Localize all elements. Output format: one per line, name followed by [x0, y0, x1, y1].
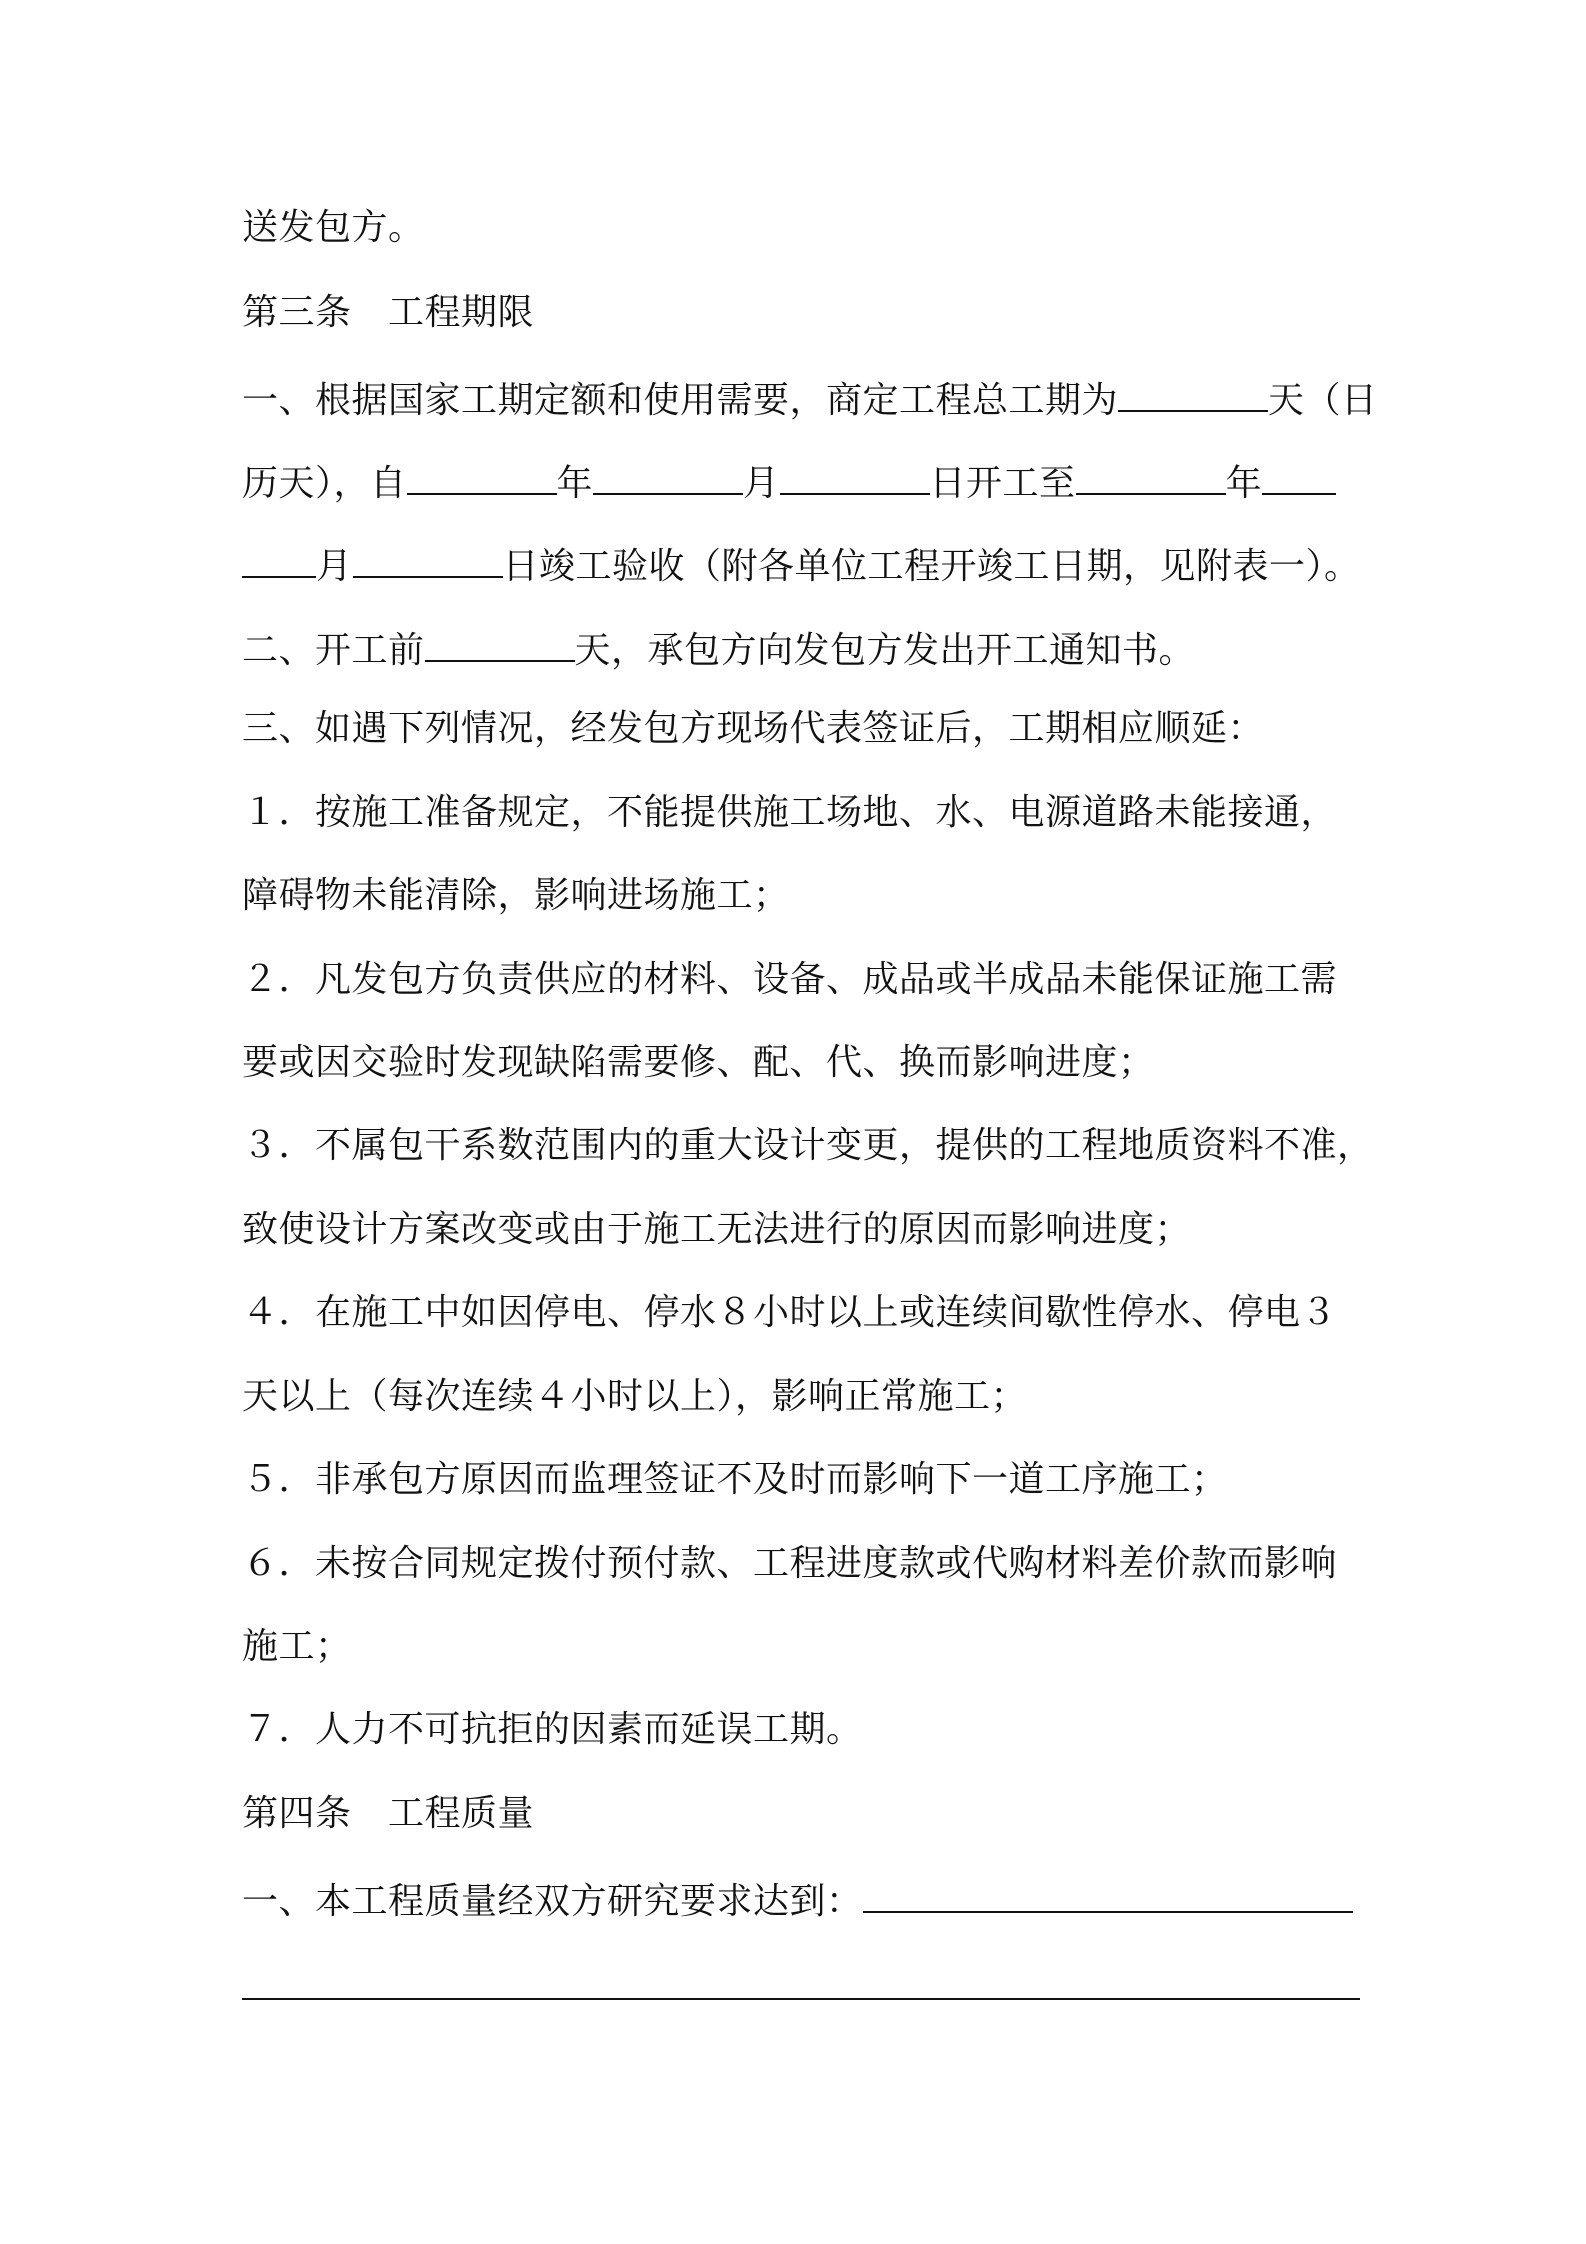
text: 天以上（每次连续４小时以上），影响正常施工； [242, 1376, 1028, 1417]
fill-in-blank[interactable] [1076, 455, 1226, 495]
text: 施工； [242, 1626, 352, 1667]
text: 月 [743, 463, 780, 504]
fill-in-blank[interactable] [1118, 372, 1268, 412]
section-heading [242, 289, 1362, 337]
text: ３．不属包干系数范围内的重大设计变更，提供的工程地质资料不准， [242, 1125, 1374, 1166]
list-item [242, 1456, 1362, 1504]
text-line [242, 372, 1378, 421]
fill-in-blank-line[interactable] [242, 1998, 1360, 2000]
text-line [242, 1873, 1362, 1921]
text: 年 [556, 463, 594, 504]
list-item [242, 956, 1362, 1004]
text: 年 [1225, 463, 1263, 504]
text: ７．人力不可抗拒的因素而延误工期。 [242, 1709, 863, 1750]
text: 致使设计方案改变或由于施工无法进行的原因而影响进度； [242, 1209, 1192, 1250]
text: ５．非承包方原因而监理签证不及时而影响下一道工序施工； [242, 1459, 1228, 1500]
text-line [242, 455, 1362, 503]
text: 送发包方。 [242, 207, 425, 248]
text: 月 [316, 546, 353, 587]
text: 三、如遇下列情况，经发包方现场代表签证后，工期相应顺延： [242, 708, 1265, 749]
text-line [242, 872, 1362, 920]
fill-in-blank[interactable] [353, 538, 503, 578]
text: １．按施工准备规定，不能提供施工场地、水、电源道路未能接通， [242, 792, 1338, 833]
list-item [242, 1122, 1374, 1170]
list-item [242, 1540, 1362, 1588]
text-line [242, 1039, 1362, 1087]
text: 二、开工前 [242, 630, 425, 671]
fill-in-blank[interactable] [863, 1873, 1353, 1913]
text-line [242, 538, 1362, 586]
section-heading [242, 1790, 1362, 1838]
text: 第三条 工程期限 [242, 292, 535, 333]
list-item [242, 1706, 1362, 1754]
fill-in-blank[interactable] [425, 622, 575, 662]
text: ２．凡发包方负责供应的材料、设备、成品或半成品未能保证施工需 [242, 959, 1338, 1000]
text-line [242, 705, 1362, 753]
text-line [242, 1373, 1362, 1421]
list-item [242, 789, 1362, 837]
text-line [242, 1623, 1362, 1671]
text: 第四条 工程质量 [242, 1793, 535, 1834]
text-line [242, 622, 1362, 670]
text: ４．在施工中如因停电、停水８小时以上或连续间歇性停水、停电３ [242, 1292, 1338, 1333]
text: 天，承包方向发包方发出开工通知书。 [574, 630, 1196, 671]
text: 日竣工验收（附各单位工程开竣工日期，见附表一）。 [502, 546, 1361, 587]
text: 日开工至 [929, 463, 1076, 504]
text: 一、本工程质量经双方研究要求达到： [242, 1881, 863, 1922]
text: ６．未按合同规定拨付预付款、工程进度款或代购材料差价款而影响 [242, 1543, 1338, 1584]
text: 历天），自 [242, 463, 407, 504]
fill-in-blank[interactable] [407, 455, 557, 495]
text: 天（日 [1268, 380, 1378, 421]
text: 一、根据国家工期定额和使用需要，商定工程总工期为 [242, 380, 1119, 421]
text: 障碍物未能清除，影响进场施工； [242, 875, 790, 916]
fill-in-blank[interactable] [1262, 455, 1336, 495]
fill-in-blank[interactable] [593, 455, 743, 495]
list-item [242, 1289, 1362, 1337]
fill-in-blank[interactable] [780, 455, 930, 495]
text-line [242, 1206, 1362, 1254]
fill-in-blank[interactable] [242, 538, 316, 578]
text-line [242, 204, 1362, 252]
text: 要或因交验时发现缺陷需要修、配、代、换而影响进度； [242, 1042, 1155, 1083]
